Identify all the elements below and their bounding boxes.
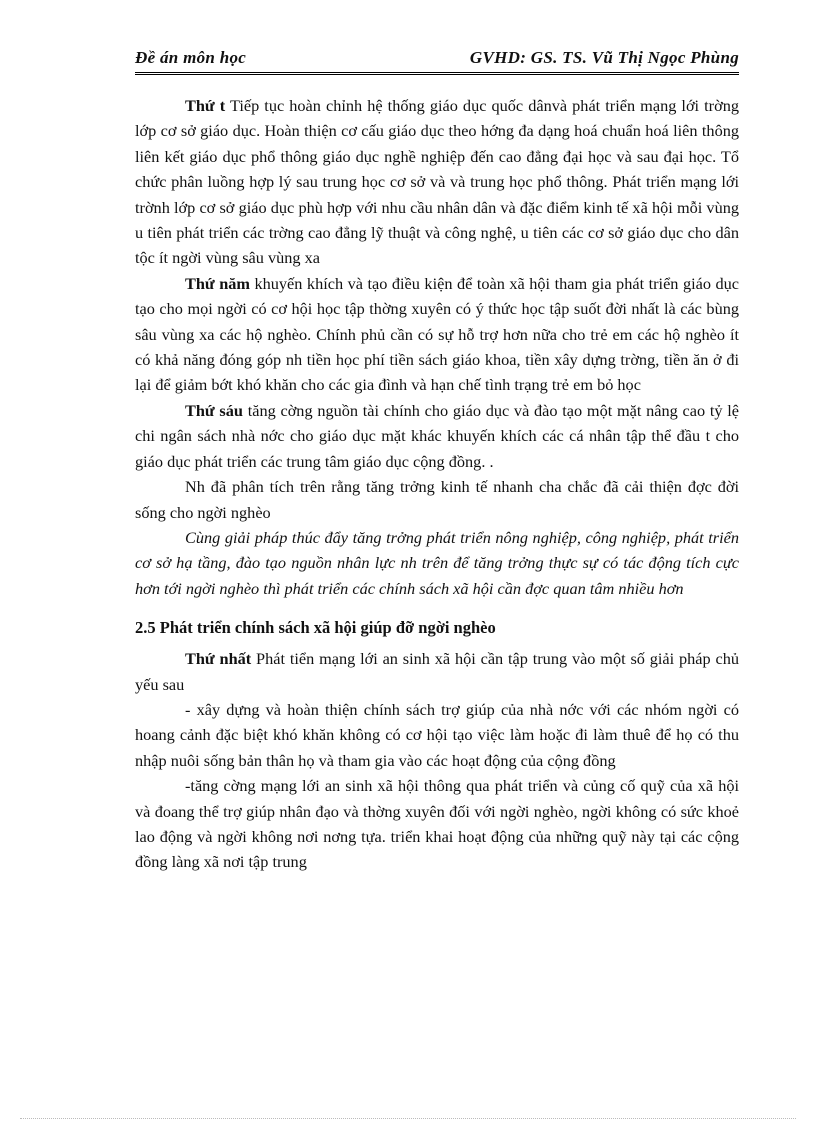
paragraph-lead: Thứ t [185,96,226,115]
paragraph-text: tăng cờng nguồn tài chính cho giáo dục và đào tạo một mặt nâng cao tỷ lệ chi ngân sách nhà nớc cho giáo dục mặt khác khuyến khích các cá nhân tập thể đầu t cho giáo dục phát triển các trung tâm giáo dục cộng đồng. . [135,400,739,471]
paragraph-text: Tiếp tục hoàn chỉnh hệ thống giáo dục quốc dânvà phát triển mạng lới trờng lớp cơ sở giáo dục. Hoàn thiện cơ cấu giáo dục theo hớng đa dạng hoá chuẩn hoá liên thông liên kết giáo dục phổ thông giáo dục nghề nghiệp đến cao đẳng đại học và sau đại học. Tổ chức phân luồng hợp lý sau trung học cơ sở và và trung học phổ thông. Phát triển mạng lới trờnh lớp cơ sở giáo dục phù hợp với nhu cầu nhân dân và đặc điểm kinh tế xã hội mỗi vùng u tiên phát triển các trờng cao đẳng lỹ thuật và công nghệ, u tiên các cơ sở giáo dục cho dân tộc ít ngời vùng sâu vùng xa [135,96,739,268]
document-body [135,93,739,875]
paragraph-bullet-policy: - xây dựng và hoàn thiện chính sách trợ giúp của nhà nớc với các nhóm ngời có hoang cảnh đặc biệt khó khăn không có cơ hội tạo việc làm hoặc đi làm thuê để họ có thu nhập nuôi sống bản thân họ và tham gia vào các hoạt động của cộng đồng [135,699,739,770]
header-divider [135,72,739,77]
paragraph-lead: Thứ sáu [185,400,243,420]
paragraph-thu-tu [135,93,739,271]
page-header [135,48,739,70]
header-supervisor: GVHD: GS. TS. Vũ Thị Ngọc Phùng [469,48,739,67]
paragraph-thu-nam [135,271,739,398]
paragraph-bullet-network: -tăng cờng mạng lới an sinh xã hội thông qua phát triển và củng cố quỹ của xã hội và đoang thể trợ giúp nhân đạo và thờng xuyên đối với ngời nghèo, ngời không có sức khoẻ lao động và ngời không nơi nơng tựa. triển khai hoạt động của những quỹ này tại các cộng đồng làng xã nơi tập trung [135,776,739,872]
header-course-title: Đề án môn học [135,48,247,67]
paragraph-thu-nhat [135,646,739,697]
paragraph-text: khuyến khích và tạo điều kiện để toàn xã hội tham gia phát triển giáo dục tạo cho mọi ngời có cơ hội học tập thờng xuyên có ý thức học tập suốt đời nhất là các bùng sâu vùng xa các hộ nghèo. Chính phủ cần có sự hỗ trợ hơn nữa cho trẻ em các hộ nghèo ít có khả năng đóng góp nh tiền học phí tiền sách giáo khoa, tiền xây dựng trờng, tiền ăn ở đi lại để giảm bớt khó khăn cho các gia đình và hạn chế tình trạng trẻ em bỏ học [135,273,739,395]
paragraph-analysis: Nh đã phân tích trên rằng tăng trởng kinh tế nhanh cha chắc đã cải thiện đợc đời sống cho ngời nghèo [135,477,739,522]
paragraph-thu-sau [135,398,739,474]
page-bottom-border [20,1118,796,1119]
section-heading: 2.5 Phát triển chính sách xã hội giúp đỡ ngời nghèo [135,618,496,638]
paragraph-text: Phát tiển mạng lới an sinh xã hội cần tập trung vào một số giải pháp chủ yếu sau [135,649,739,694]
paragraph-italic-summary: Cùng giải pháp thúc đẩy tăng trởng phát triển nông nghiệp, công nghiệp, phát triển cơ sở hạ tầng, đào tạo nguồn nhân lực nh trên để tăng trởng thực sự có tác động tích cực hơn tới ngời nghèo thì phát triển các chính sách xã hội cần đợc quan tâm nhiều hơn [135,527,739,598]
paragraph-lead: Thứ năm [185,273,250,293]
paragraph-lead: Thứ nhất [185,649,252,669]
